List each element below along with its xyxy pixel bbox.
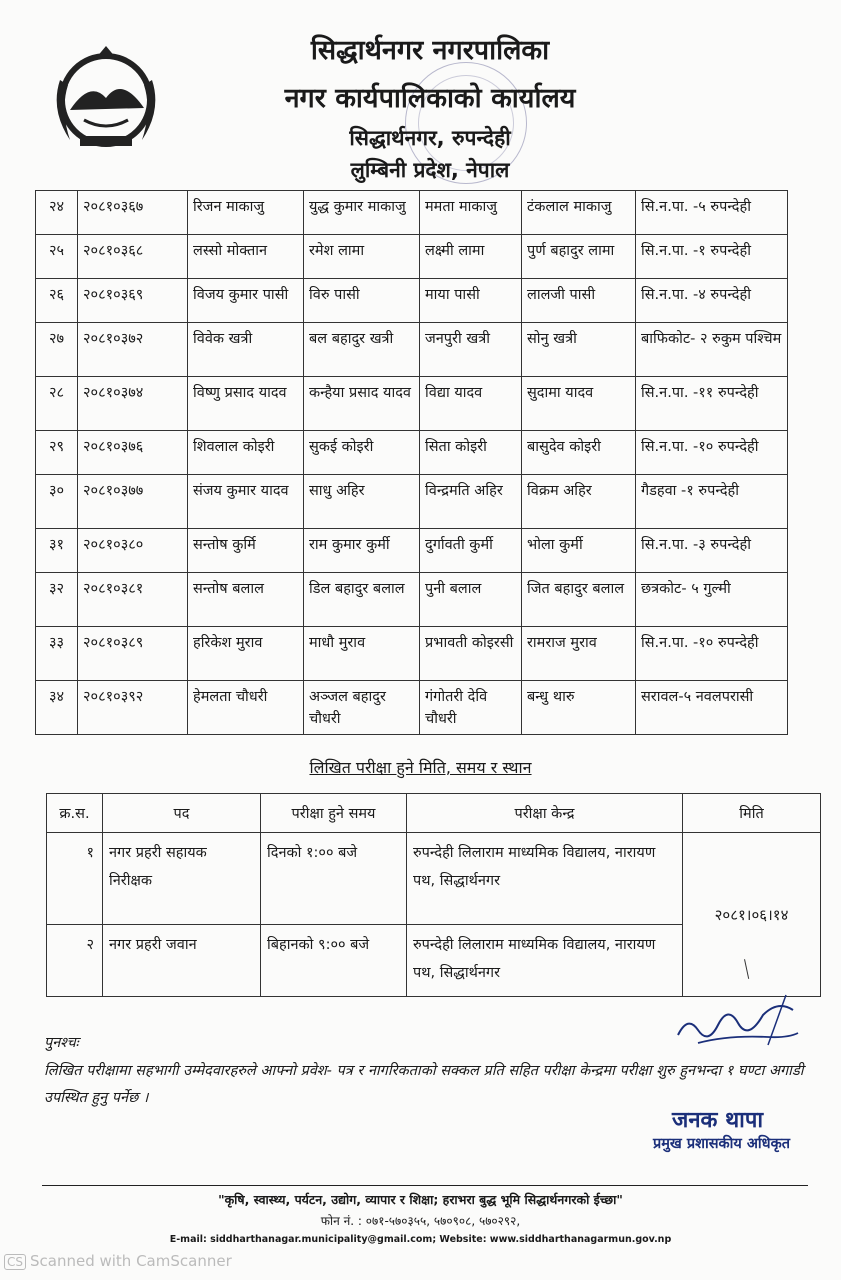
row-sn: २६ [36,279,78,323]
row-address: सि.न.पा. -४ रुपन्देही [636,279,788,323]
row-roll-number: २०८१०३६८ [78,235,188,279]
footer-email: E-mail: siddharthanagar.municipality@gmail.com; Website: www.siddharthanagarmun.gov.np [169,1234,672,1245]
footer-motto: "कृषि, स्वास्थ्य, पर्यटन, उद्योग, व्यापार र शिक्षा; हराभरा बुद्ध भूमि सिद्धार्थनगरको ईच्छा" [218,1192,623,1207]
col-header-sn: क्र.स. [47,794,103,833]
row-grandfather-name: भोला कुर्मी [522,529,636,573]
row-sn: ३४ [36,681,78,735]
row-father-name: विरु पासी [304,279,420,323]
table-row [36,573,788,627]
row-address: गैडहवा -१ रुपन्देही [636,475,788,529]
officer-name: जनक थापा [672,1108,764,1133]
row-father-name: राम कुमार कुर्मी [304,529,420,573]
row-father-name: सुकई कोइरी [304,431,420,475]
row-mother-name: दुर्गावती कुर्मी [420,529,522,573]
row-grandfather-name: जित बहादुर बलाल [522,573,636,627]
row-roll-number: २०८१०३६७ [78,191,188,235]
row-roll-number: २०८१०३७२ [78,323,188,377]
row-address: सि.न.पा. -१ रुपन्देही [636,235,788,279]
row-grandfather-name: विक्रम अहिर [522,475,636,529]
office-name: नगर कार्यपालिकाको कार्यालय [284,83,576,114]
row-address: सि.न.पा. -५ रुपन्देही [636,191,788,235]
row-roll-number: २०८१०३७७ [78,475,188,529]
row-sn: २५ [36,235,78,279]
row-mother-name: प्रभावती कोइरसी [420,627,522,681]
handwritten-signature [668,985,808,1055]
row-sn: ३३ [36,627,78,681]
row-father-name: बल बहादुर खत्री [304,323,420,377]
row-roll-number: २०८१०३७६ [78,431,188,475]
row-mother-name: लक्ष्मी लामा [420,235,522,279]
row-father-name: डिल बहादुर बलाल [304,573,420,627]
table-row [47,833,821,925]
row-roll-number: २०८१०३६९ [78,279,188,323]
row-sn: २८ [36,377,78,431]
row-roll-number: २०८१०३८९ [78,627,188,681]
municipality-name: सिद्धार्थनगर नगरपालिका [310,35,550,66]
row-mother-name: गंगोतरी देवि चौधरी [420,681,522,735]
officer-title: प्रमुख प्रशासकीय अधिकृत [653,1136,790,1152]
row-address: सि.न.पा. -११ रुपन्देही [636,377,788,431]
scanner-watermark: CS Scanned with CamScanner [4,1252,232,1270]
exam-sn: २ [47,925,103,997]
exam-post: नगर प्रहरी सहायक निरीक्षक [103,833,261,925]
table-row [36,681,788,735]
row-candidate-name: रिजन माकाजु [188,191,304,235]
table-row [36,235,788,279]
table-row [36,377,788,431]
office-location: सिद्धार्थनगर, रुपन्देही [349,126,511,150]
table-row [36,627,788,681]
row-candidate-name: हरिकेश मुराव [188,627,304,681]
row-roll-number: २०८१०३८० [78,529,188,573]
row-grandfather-name: रामराज मुराव [522,627,636,681]
table-row [36,431,788,475]
row-roll-number: २०८१०३८१ [78,573,188,627]
row-father-name: साधु अहिर [304,475,420,529]
row-candidate-name: हेमलता चौधरी [188,681,304,735]
row-grandfather-name: लालजी पासी [522,279,636,323]
exam-schedule-table [46,793,821,997]
row-candidate-name: विजय कुमार पासी [188,279,304,323]
row-address: सि.न.पा. -३ रुपन्देही [636,529,788,573]
exam-date: २०८१।०६।१४ [683,833,821,997]
row-grandfather-name: बासुदेव कोइरी [522,431,636,475]
row-sn: ३१ [36,529,78,573]
exam-time: दिनको १:०० बजे [261,833,407,925]
postscript-label: पुनश्चः [44,1035,79,1051]
row-grandfather-name: सोनु खत्री [522,323,636,377]
exam-sn: १ [47,833,103,925]
row-mother-name: विद्या यादव [420,377,522,431]
row-address: छत्रकोट- ५ गुल्मी [636,573,788,627]
table-row [36,191,788,235]
row-candidate-name: शिवलाल कोइरी [188,431,304,475]
candidate-table [35,190,788,735]
col-header-date: मिति [683,794,821,833]
row-address: सि.न.पा. -१० रुपन्देही [636,627,788,681]
province-country: लुम्बिनी प्रदेश, नेपाल [350,158,510,182]
government-emblem [40,40,172,158]
row-sn: ३० [36,475,78,529]
exam-center: रुपन्देही लिलाराम माध्यमिक विद्यालय, नारायण पथ, सिद्धार्थनगर [407,833,683,925]
row-father-name: कन्हैया प्रसाद यादव [304,377,420,431]
exam-time: बिहानको ९:०० बजे [261,925,407,997]
footer-divider [42,1185,808,1186]
row-father-name: युद्ध कुमार माकाजु [304,191,420,235]
exam-center: रुपन्देही लिलाराम माध्यमिक विद्यालय, नारायण पथ, सिद्धार्थनगर [407,925,683,997]
row-sn: २९ [36,431,78,475]
footer-phone: फोन नं. : ०७१-५७०३५५, ५७०९०८, ५७०२९२, [320,1214,521,1228]
row-mother-name: सिता कोइरी [420,431,522,475]
row-mother-name: पुनी बलाल [420,573,522,627]
row-mother-name: ममता माकाजु [420,191,522,235]
exam-section-title: लिखित परीक्षा हुने मिति, समय र स्थान [309,758,532,777]
row-father-name: माधौ मुराव [304,627,420,681]
row-candidate-name: संजय कुमार यादव [188,475,304,529]
table-row [36,529,788,573]
table-row [36,323,788,377]
row-roll-number: २०८१०३९२ [78,681,188,735]
row-address: सि.न.पा. -१० रुपन्देही [636,431,788,475]
col-header-center: परीक्षा केन्द्र [407,794,683,833]
col-header-post: पद [103,794,261,833]
table-row [36,475,788,529]
row-candidate-name: विवेक खत्री [188,323,304,377]
row-roll-number: २०८१०३७४ [78,377,188,431]
col-header-time: परीक्षा हुने समय [261,794,407,833]
table-row [36,279,788,323]
postscript-text: लिखित परीक्षामा सहभागी उम्मेदवारहरुले आफ्नो प्रवेश- पत्र र नागरिकताको सक्कल प्रति सहित परीक्षा केन्द्रमा परीक्षा शुरु हुनभन्दा १ घण्टा अगाडी उपस्थित हुनु पर्नेछ । [44,1063,804,1106]
row-candidate-name: सन्तोष कुर्मि [188,529,304,573]
row-mother-name: जनपुरी खत्री [420,323,522,377]
row-sn: २४ [36,191,78,235]
row-mother-name: माया पासी [420,279,522,323]
row-grandfather-name: बन्धु थारु [522,681,636,735]
exam-post: नगर प्रहरी जवान [103,925,261,997]
row-father-name: रमेश लामा [304,235,420,279]
row-candidate-name: लस्सो मोक्तान [188,235,304,279]
row-address: बाफिकोट- २ रुकुम पश्चिम [636,323,788,377]
row-mother-name: विन्द्रमति अहिर [420,475,522,529]
row-candidate-name: सन्तोष बलाल [188,573,304,627]
row-address: सरावल-५ नवलपरासी [636,681,788,735]
row-sn: ३२ [36,573,78,627]
row-candidate-name: विष्णु प्रसाद यादव [188,377,304,431]
row-grandfather-name: पुर्ण बहादुर लामा [522,235,636,279]
camscanner-icon: CS [4,1254,26,1270]
row-grandfather-name: टंकलाल माकाजु [522,191,636,235]
row-grandfather-name: सुदामा यादव [522,377,636,431]
row-father-name: अञ्जल बहादुर चौधरी [304,681,420,735]
row-sn: २७ [36,323,78,377]
